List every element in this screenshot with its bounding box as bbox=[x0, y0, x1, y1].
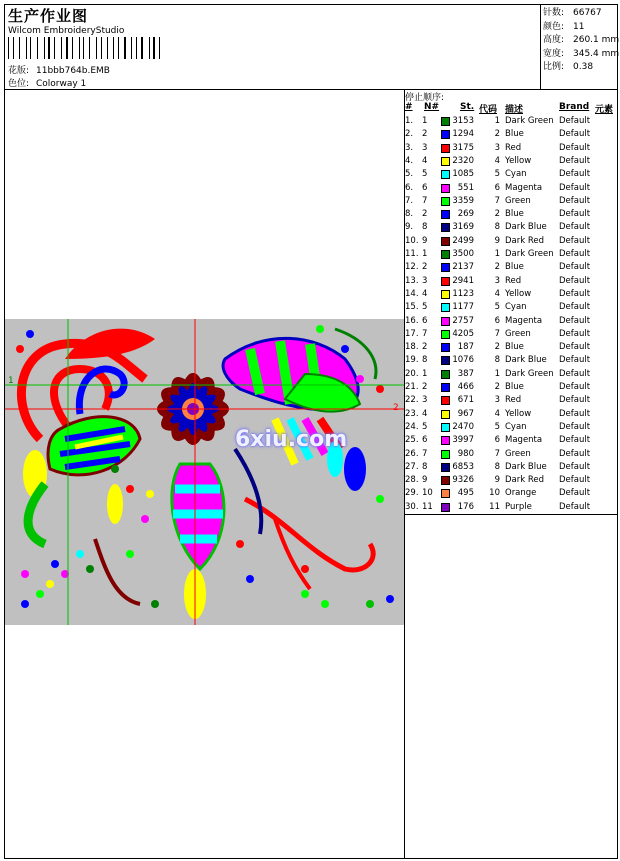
spec-scale: 比例: 0.38 bbox=[543, 62, 594, 72]
col-needle: N# bbox=[424, 102, 440, 112]
row-description: Red bbox=[505, 395, 522, 406]
row-description: Blue bbox=[505, 262, 524, 273]
red-vine bbox=[245, 499, 373, 570]
row-needle: 7 bbox=[422, 448, 428, 459]
row-needle: 3 bbox=[422, 395, 428, 406]
table-row bbox=[405, 248, 617, 261]
row-index: 28. bbox=[405, 475, 419, 486]
row-brand: Default bbox=[559, 195, 591, 206]
row-description: Dark Blue bbox=[505, 222, 547, 233]
row-code: 1 bbox=[494, 368, 500, 379]
row-description: Blue bbox=[505, 129, 524, 140]
row-description: Yellow bbox=[505, 288, 532, 299]
table-row bbox=[405, 195, 617, 208]
row-code: 4 bbox=[494, 155, 500, 166]
row-code: 3 bbox=[494, 275, 500, 286]
row-index: 14. bbox=[405, 288, 419, 299]
table-row bbox=[405, 328, 617, 341]
row-brand: Default bbox=[559, 209, 591, 220]
row-needle: 4 bbox=[422, 288, 428, 299]
row-description: Dark Green bbox=[505, 368, 554, 379]
row-needle: 9 bbox=[422, 235, 428, 246]
row-needle: 8 bbox=[422, 461, 428, 472]
color-swatch bbox=[441, 130, 450, 139]
row-index: 30. bbox=[405, 501, 419, 512]
table-row bbox=[405, 448, 617, 461]
row-description: Magenta bbox=[505, 435, 543, 446]
row-brand: Default bbox=[559, 488, 591, 499]
barcode bbox=[8, 37, 166, 59]
row-index: 19. bbox=[405, 355, 419, 366]
row-index: 23. bbox=[405, 408, 419, 419]
row-brand: Default bbox=[559, 328, 591, 339]
row-index: 17. bbox=[405, 328, 419, 339]
color-swatch bbox=[441, 303, 450, 312]
col-element: 元素 bbox=[595, 105, 614, 115]
table-row bbox=[405, 261, 617, 274]
row-description: Cyan bbox=[505, 302, 527, 313]
row-index: 20. bbox=[405, 368, 419, 379]
row-needle: 9 bbox=[422, 475, 428, 486]
table-row bbox=[405, 115, 617, 128]
color-swatch bbox=[441, 503, 450, 512]
row-stitches: 387 bbox=[457, 368, 474, 379]
row-brand: Default bbox=[559, 355, 591, 366]
row-index: 1. bbox=[405, 116, 414, 126]
color-swatch bbox=[441, 330, 450, 339]
color-swatch bbox=[441, 370, 450, 379]
row-index: 21. bbox=[405, 382, 419, 392]
row-stitches: 1123 bbox=[452, 288, 474, 299]
row-brand: Default bbox=[559, 169, 591, 180]
color-swatch bbox=[441, 396, 450, 405]
table-row bbox=[405, 168, 617, 181]
row-stitches: 2137 bbox=[452, 262, 474, 273]
row-code: 4 bbox=[494, 408, 500, 419]
row-brand: Default bbox=[559, 182, 591, 193]
table-row bbox=[405, 368, 617, 381]
sheet-header bbox=[5, 5, 620, 90]
color-swatch bbox=[441, 423, 450, 432]
row-description: Red bbox=[505, 275, 522, 286]
color-swatch bbox=[441, 317, 450, 326]
table-row bbox=[405, 128, 617, 141]
row-description: Magenta bbox=[505, 182, 543, 193]
row-index: 2. bbox=[405, 129, 414, 140]
row-needle: 7 bbox=[422, 195, 428, 206]
row-index: 26. bbox=[405, 448, 419, 459]
row-code: 5 bbox=[494, 169, 500, 180]
header-info bbox=[5, 5, 541, 89]
row-needle: 6 bbox=[422, 435, 428, 446]
row-index: 25. bbox=[405, 435, 419, 446]
row-code: 10 bbox=[489, 488, 500, 499]
row-stitches: 967 bbox=[457, 408, 474, 419]
col-index: # bbox=[405, 102, 413, 112]
row-needle: 2 bbox=[422, 342, 428, 353]
design-file-value: 11bbb764b.EMB bbox=[36, 66, 110, 76]
row-code: 7 bbox=[494, 195, 500, 206]
row-brand: Default bbox=[559, 235, 591, 246]
row-stitches: 3153 bbox=[452, 116, 474, 126]
marker-2: 2 bbox=[393, 403, 399, 413]
table-row bbox=[405, 301, 617, 314]
row-description: Dark Green bbox=[505, 249, 554, 259]
color-swatch bbox=[441, 277, 450, 286]
row-description: Dark Blue bbox=[505, 355, 547, 366]
table-row bbox=[405, 487, 617, 500]
row-stitches: 1177 bbox=[452, 302, 474, 313]
color-swatch bbox=[441, 436, 450, 445]
table-row bbox=[405, 315, 617, 328]
row-index: 12. bbox=[405, 262, 419, 273]
color-swatch bbox=[441, 250, 450, 259]
color-swatch bbox=[441, 343, 450, 352]
color-swatch bbox=[441, 290, 450, 299]
color-swatch bbox=[441, 263, 450, 272]
row-description: Red bbox=[505, 142, 522, 153]
table-row bbox=[405, 341, 617, 354]
table-row bbox=[405, 474, 617, 487]
row-brand: Default bbox=[559, 275, 591, 286]
row-stitches: 3169 bbox=[452, 222, 474, 233]
company-name: Wilcom EmbroideryStudio bbox=[8, 26, 125, 36]
dark-red-stem bbox=[95, 539, 140, 604]
row-needle: 6 bbox=[422, 315, 428, 326]
row-description: Blue bbox=[505, 342, 524, 353]
table-row bbox=[405, 381, 617, 394]
design-preview-area bbox=[5, 90, 405, 859]
row-index: 6. bbox=[405, 182, 414, 193]
row-code: 2 bbox=[494, 209, 500, 220]
row-needle: 5 bbox=[422, 169, 428, 180]
row-code: 2 bbox=[494, 342, 500, 353]
row-code: 5 bbox=[494, 302, 500, 313]
row-brand: Default bbox=[559, 421, 591, 432]
row-stitches: 176 bbox=[457, 501, 474, 512]
row-needle: 2 bbox=[422, 382, 428, 392]
row-code: 9 bbox=[494, 475, 500, 486]
row-index: 5. bbox=[405, 169, 414, 180]
row-brand: Default bbox=[559, 435, 591, 446]
row-code: 8 bbox=[494, 222, 500, 233]
col-code: 代码 bbox=[479, 105, 498, 115]
row-brand: Default bbox=[559, 155, 591, 166]
table-row bbox=[405, 501, 617, 514]
color-swatch bbox=[441, 356, 450, 365]
row-code: 5 bbox=[494, 421, 500, 432]
row-index: 9. bbox=[405, 222, 414, 233]
row-index: 15. bbox=[405, 302, 419, 313]
yellow-drop bbox=[107, 484, 123, 524]
row-index: 10. bbox=[405, 235, 419, 246]
row-needle: 11 bbox=[422, 501, 433, 512]
row-code: 6 bbox=[494, 315, 500, 326]
row-stitches: 269 bbox=[457, 209, 474, 220]
row-code: 9 bbox=[494, 235, 500, 246]
col-stitches: St. bbox=[460, 102, 475, 112]
row-description: Yellow bbox=[505, 408, 532, 419]
row-brand: Default bbox=[559, 315, 591, 326]
row-needle: 6 bbox=[422, 182, 428, 193]
row-brand: Default bbox=[559, 249, 591, 259]
col-description: 描述 bbox=[505, 105, 524, 115]
row-brand: Default bbox=[559, 262, 591, 273]
row-index: 22. bbox=[405, 395, 419, 406]
row-stitches: 2757 bbox=[452, 315, 474, 326]
row-brand: Default bbox=[559, 116, 591, 126]
row-brand: Default bbox=[559, 475, 591, 486]
row-code: 6 bbox=[494, 435, 500, 446]
row-brand: Default bbox=[559, 302, 591, 313]
row-description: Green bbox=[505, 448, 531, 459]
row-needle: 1 bbox=[422, 368, 428, 379]
row-code: 2 bbox=[494, 129, 500, 140]
row-brand: Default bbox=[559, 288, 591, 299]
row-code: 3 bbox=[494, 142, 500, 153]
row-brand: Default bbox=[559, 142, 591, 153]
colorway bbox=[8, 76, 86, 89]
row-description: Cyan bbox=[505, 421, 527, 432]
colorway-label: 色位: bbox=[8, 79, 30, 89]
row-index: 24. bbox=[405, 421, 419, 432]
row-stitches: 2941 bbox=[452, 275, 474, 286]
table-row bbox=[405, 142, 617, 155]
table-row bbox=[405, 421, 617, 434]
row-needle: 4 bbox=[422, 155, 428, 166]
table-row bbox=[405, 288, 617, 301]
color-swatch bbox=[441, 463, 450, 472]
row-brand: Default bbox=[559, 501, 591, 512]
design-specs bbox=[543, 7, 619, 75]
row-index: 8. bbox=[405, 209, 414, 220]
row-index: 16. bbox=[405, 315, 419, 326]
embroidery-artwork bbox=[5, 319, 404, 625]
row-description: Blue bbox=[505, 209, 524, 220]
row-description: Purple bbox=[505, 501, 532, 512]
row-index: 11. bbox=[405, 249, 419, 259]
production-sheet bbox=[4, 4, 618, 859]
row-index: 4. bbox=[405, 155, 414, 166]
row-needle: 5 bbox=[422, 421, 428, 432]
table-row bbox=[405, 354, 617, 367]
row-code: 2 bbox=[494, 262, 500, 273]
row-brand: Default bbox=[559, 448, 591, 459]
row-brand: Default bbox=[559, 368, 591, 379]
row-code: 1 bbox=[494, 116, 500, 126]
row-description: Yellow bbox=[505, 155, 532, 166]
row-stitches: 2470 bbox=[452, 421, 474, 432]
row-brand: Default bbox=[559, 395, 591, 406]
color-swatch bbox=[441, 383, 450, 392]
row-needle: 1 bbox=[422, 249, 428, 259]
row-code: 4 bbox=[494, 288, 500, 299]
color-swatch bbox=[441, 476, 450, 485]
design-file bbox=[8, 63, 110, 76]
row-description: Dark Red bbox=[505, 235, 545, 246]
table-row bbox=[405, 221, 617, 234]
spec-stitches: 针数: 66767 bbox=[543, 8, 602, 18]
row-stitches: 980 bbox=[457, 448, 474, 459]
color-swatch bbox=[441, 410, 450, 419]
row-stitches: 1085 bbox=[452, 169, 474, 180]
color-swatch bbox=[441, 450, 450, 459]
row-stitches: 1076 bbox=[452, 355, 474, 366]
row-code: 7 bbox=[494, 448, 500, 459]
row-stitches: 3997 bbox=[452, 435, 474, 446]
spec-colors: 颜色: 11 bbox=[543, 21, 585, 32]
row-stitches: 1294 bbox=[452, 129, 474, 140]
row-needle: 2 bbox=[422, 262, 428, 273]
table-title: 停止顺序: bbox=[405, 93, 445, 103]
row-stitches: 6853 bbox=[452, 461, 474, 472]
row-stitches: 2499 bbox=[452, 235, 474, 246]
row-code: 8 bbox=[494, 355, 500, 366]
color-swatch bbox=[441, 157, 450, 166]
row-needle: 3 bbox=[422, 275, 428, 286]
row-description: Magenta bbox=[505, 315, 543, 326]
row-stitches: 466 bbox=[457, 382, 474, 392]
row-description: Green bbox=[505, 195, 531, 206]
marker-1: 1 bbox=[8, 376, 14, 386]
row-needle: 8 bbox=[422, 222, 428, 233]
table-row bbox=[405, 208, 617, 221]
blue-drop bbox=[344, 447, 366, 491]
row-needle: 4 bbox=[422, 408, 428, 419]
row-stitches: 671 bbox=[457, 395, 474, 406]
row-needle: 5 bbox=[422, 302, 428, 313]
row-stitches: 495 bbox=[457, 488, 474, 499]
row-brand: Default bbox=[559, 382, 591, 392]
row-needle: 2 bbox=[422, 209, 428, 220]
color-swatch bbox=[441, 184, 450, 193]
row-needle: 1 bbox=[422, 116, 428, 126]
row-brand: Default bbox=[559, 342, 591, 353]
color-swatch bbox=[441, 223, 450, 232]
color-swatch bbox=[441, 144, 450, 153]
row-brand: Default bbox=[559, 461, 591, 472]
row-stitches: 4205 bbox=[452, 328, 474, 339]
row-stitches: 187 bbox=[457, 342, 474, 353]
table-row bbox=[405, 235, 617, 248]
row-code: 8 bbox=[494, 461, 500, 472]
row-description: Dark Blue bbox=[505, 461, 547, 472]
row-description: Green bbox=[505, 328, 531, 339]
row-code: 7 bbox=[494, 328, 500, 339]
spec-height: 高度: 260.1 mm bbox=[543, 35, 620, 45]
table-row bbox=[405, 182, 617, 195]
row-brand: Default bbox=[559, 408, 591, 419]
col-brand: Brand bbox=[559, 102, 590, 112]
row-needle: 3 bbox=[422, 142, 428, 153]
colorway-value: Colorway 1 bbox=[36, 79, 87, 89]
row-index: 3. bbox=[405, 142, 414, 153]
row-stitches: 2320 bbox=[452, 155, 474, 166]
row-brand: Default bbox=[559, 129, 591, 140]
row-index: 7. bbox=[405, 195, 414, 206]
color-swatch bbox=[441, 170, 450, 179]
color-swatch bbox=[441, 117, 450, 126]
color-swatch bbox=[441, 197, 450, 206]
row-needle: 2 bbox=[422, 129, 428, 140]
row-code: 1 bbox=[494, 249, 500, 259]
row-stitches: 9326 bbox=[452, 475, 474, 486]
table-row bbox=[405, 275, 617, 288]
table-row bbox=[405, 155, 617, 168]
design-file-label: 花版: bbox=[8, 66, 30, 76]
watermark: 6xiu.com bbox=[235, 427, 348, 452]
blue-vine bbox=[235, 449, 261, 534]
row-description: Dark Red bbox=[505, 475, 545, 486]
row-description: Orange bbox=[505, 488, 537, 499]
row-stitches: 3175 bbox=[452, 142, 474, 153]
row-index: 13. bbox=[405, 275, 419, 286]
row-needle: 7 bbox=[422, 328, 428, 339]
page-title: 生产作业图 bbox=[8, 7, 89, 25]
row-brand: Default bbox=[559, 222, 591, 233]
row-needle: 8 bbox=[422, 355, 428, 366]
table-row bbox=[405, 461, 617, 474]
row-description: Dark Green bbox=[505, 116, 554, 126]
row-stitches: 551 bbox=[457, 182, 474, 193]
row-description: Blue bbox=[505, 382, 524, 392]
color-swatch bbox=[441, 237, 450, 246]
row-stitches: 3359 bbox=[452, 195, 474, 206]
row-code: 3 bbox=[494, 395, 500, 406]
color-swatch bbox=[441, 210, 450, 219]
color-swatch bbox=[441, 489, 450, 498]
row-index: 27. bbox=[405, 461, 419, 472]
row-needle: 10 bbox=[422, 488, 433, 499]
embroidery-design bbox=[5, 319, 404, 625]
row-code: 2 bbox=[494, 382, 500, 392]
row-description: Cyan bbox=[505, 169, 527, 180]
table-row bbox=[405, 408, 617, 421]
row-code: 11 bbox=[489, 501, 500, 512]
row-index: 18. bbox=[405, 342, 419, 353]
row-index: 29. bbox=[405, 488, 419, 499]
row-stitches: 3500 bbox=[452, 249, 474, 259]
table-row bbox=[405, 434, 617, 447]
row-code: 6 bbox=[494, 182, 500, 193]
spec-width: 宽度: 345.4 mm bbox=[543, 48, 620, 59]
table-row bbox=[405, 394, 617, 407]
stop-sequence-table bbox=[405, 90, 617, 515]
